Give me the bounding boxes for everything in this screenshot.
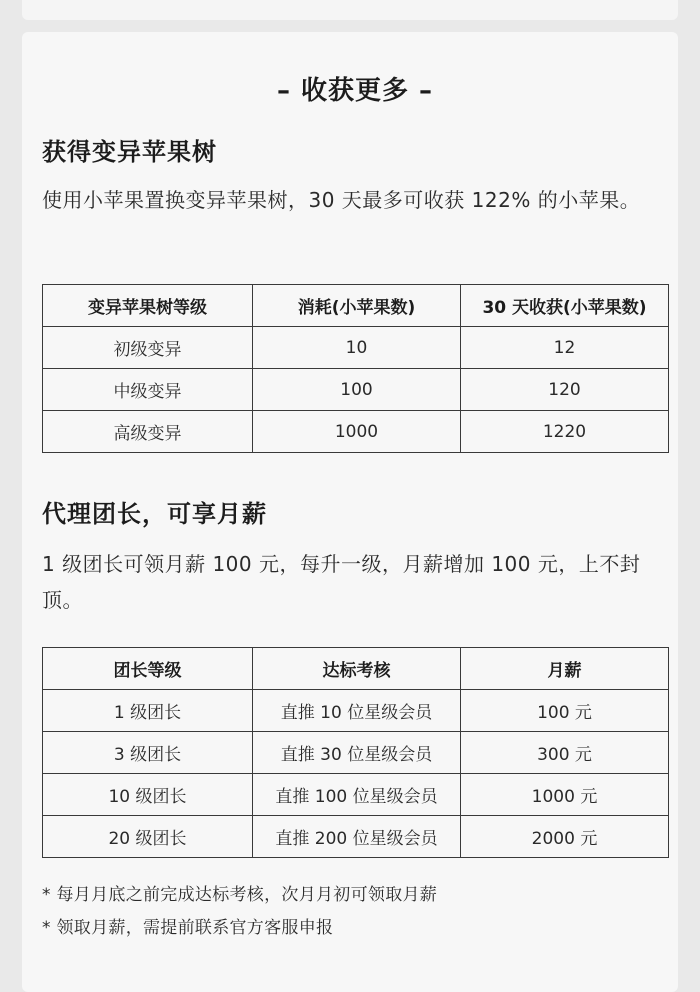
- tree-table: [42, 284, 669, 453]
- table-cell: 初级变异: [43, 327, 253, 369]
- table-cell: 1 级团长: [43, 690, 253, 732]
- table-header-row: [43, 648, 669, 690]
- table-row: [43, 369, 669, 411]
- table-cell: 1000 元: [461, 774, 669, 816]
- table-cell: 100: [253, 369, 461, 411]
- tree-heading: 获得变异苹果树: [42, 138, 217, 166]
- tree-description: 使用小苹果置换变异苹果树，30 天最多可收获 122% 的小苹果。: [42, 188, 641, 212]
- table-cell: 1220: [461, 411, 669, 453]
- table-cell: 20 级团长: [43, 816, 253, 858]
- section-title: – 收获更多 –: [276, 76, 434, 106]
- table-cell: 120: [461, 369, 669, 411]
- table-cell: 10: [253, 327, 461, 369]
- column-header: 达标考核: [253, 648, 461, 690]
- table-cell: 3 级团长: [43, 732, 253, 774]
- column-header: 月薪: [461, 648, 669, 690]
- footnote: * 每月月底之前完成达标考核，次月月初可领取月薪: [42, 885, 438, 905]
- table-cell: 300 元: [461, 732, 669, 774]
- table-cell: 中级变异: [43, 369, 253, 411]
- column-header: 团长等级: [43, 648, 253, 690]
- leader-table: [42, 647, 669, 858]
- table-cell: 2000 元: [461, 816, 669, 858]
- table-cell: 10 级团长: [43, 774, 253, 816]
- table-row: [43, 411, 669, 453]
- table-cell: 直推 10 位星级会员: [253, 690, 461, 732]
- footnote: * 领取月薪，需提前联系官方客服申报: [42, 918, 334, 938]
- table-cell: 1000: [253, 411, 461, 453]
- column-header: 30 天收获(小苹果数): [461, 285, 669, 327]
- table-row: [43, 732, 669, 774]
- column-header: 消耗(小苹果数): [253, 285, 461, 327]
- table-cell: 直推 30 位星级会员: [253, 732, 461, 774]
- previous-card: [22, 0, 678, 20]
- table-cell: 12: [461, 327, 669, 369]
- table-row: [43, 690, 669, 732]
- column-header: 变异苹果树等级: [43, 285, 253, 327]
- table-cell: 高级变异: [43, 411, 253, 453]
- leader-description: 1 级团长可领月薪 100 元，每升一级，月薪增加 100 元，上不封顶。: [42, 552, 641, 612]
- table-cell: 直推 100 位星级会员: [253, 774, 461, 816]
- leader-heading: 代理团长，可享月薪: [42, 500, 267, 528]
- table-header-row: [43, 285, 669, 327]
- table-row: [43, 774, 669, 816]
- table-row: [43, 327, 669, 369]
- table-cell: 100 元: [461, 690, 669, 732]
- table-cell: 直推 200 位星级会员: [253, 816, 461, 858]
- content-card: [22, 32, 678, 992]
- table-row: [43, 816, 669, 858]
